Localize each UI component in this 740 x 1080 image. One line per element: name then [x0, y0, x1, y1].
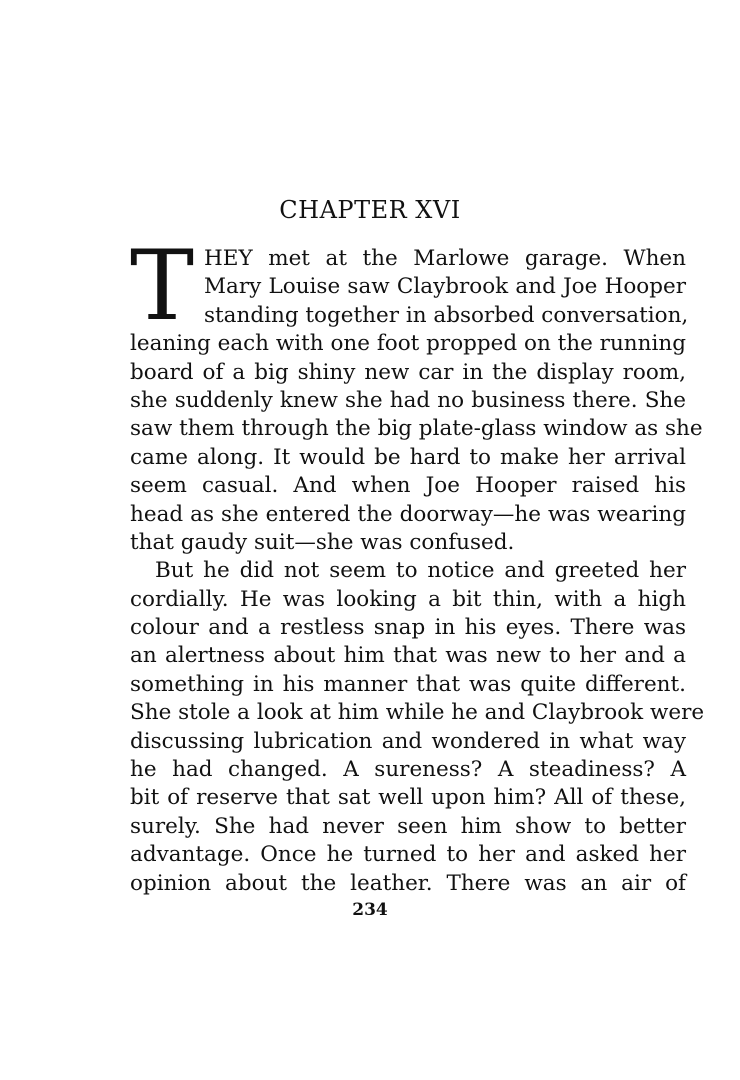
text-line: head as she entered the doorway—he was wearing	[130, 501, 686, 527]
body-text	[130, 230, 705, 898]
text-line: board of a big shiny new car in the display room,	[130, 359, 686, 385]
text-line: opinion about the leather. There was an air of	[130, 870, 686, 896]
text-line: something in his manner that was quite different.	[130, 671, 686, 697]
drop-cap: T	[130, 230, 195, 342]
text-line: leaning each with one foot propped on the running	[130, 331, 686, 357]
text-line: came along. It would be hard to make her arrival	[130, 444, 686, 470]
text-line: colour and a restless snap in his eyes. There was	[130, 615, 686, 641]
text-line: seem casual. And when Joe Hooper raised his	[130, 473, 686, 499]
text-line: that gaudy suit—she was confused.	[130, 529, 515, 555]
text-line: bit of reserve that sat well upon him? All of these,	[130, 785, 686, 811]
text-line: cordially. He was looking a bit thin, with a high	[130, 586, 686, 612]
text-line: an alertness about him that was new to her and a	[130, 643, 686, 669]
text-line: She stole a look at him while he and Claybrook were	[130, 700, 705, 726]
text-line: she suddenly knew she had no business there. She	[130, 387, 686, 413]
text-line: saw them through the big plate-glass window as she	[130, 416, 703, 442]
text-line: But he did not seem to notice and greeted her	[155, 558, 686, 584]
page-number: 234	[352, 900, 388, 920]
text-line: standing together in absorbed conversation,	[204, 302, 689, 328]
text-line: advantage. Once he turned to her and asked her	[130, 842, 686, 868]
text-line: discussing lubrication and wondered in what way	[130, 728, 686, 754]
text-line: he had changed. A sureness? A steadiness? A	[130, 757, 686, 783]
text-line: HEY met at the Marlowe garage. When	[204, 246, 686, 271]
text-line: Mary Louise saw Claybrook and Joe Hooper	[204, 274, 686, 300]
text-line: surely. She had never seen him show to better	[130, 813, 686, 839]
chapter-title: CHAPTER XVI	[279, 196, 461, 224]
